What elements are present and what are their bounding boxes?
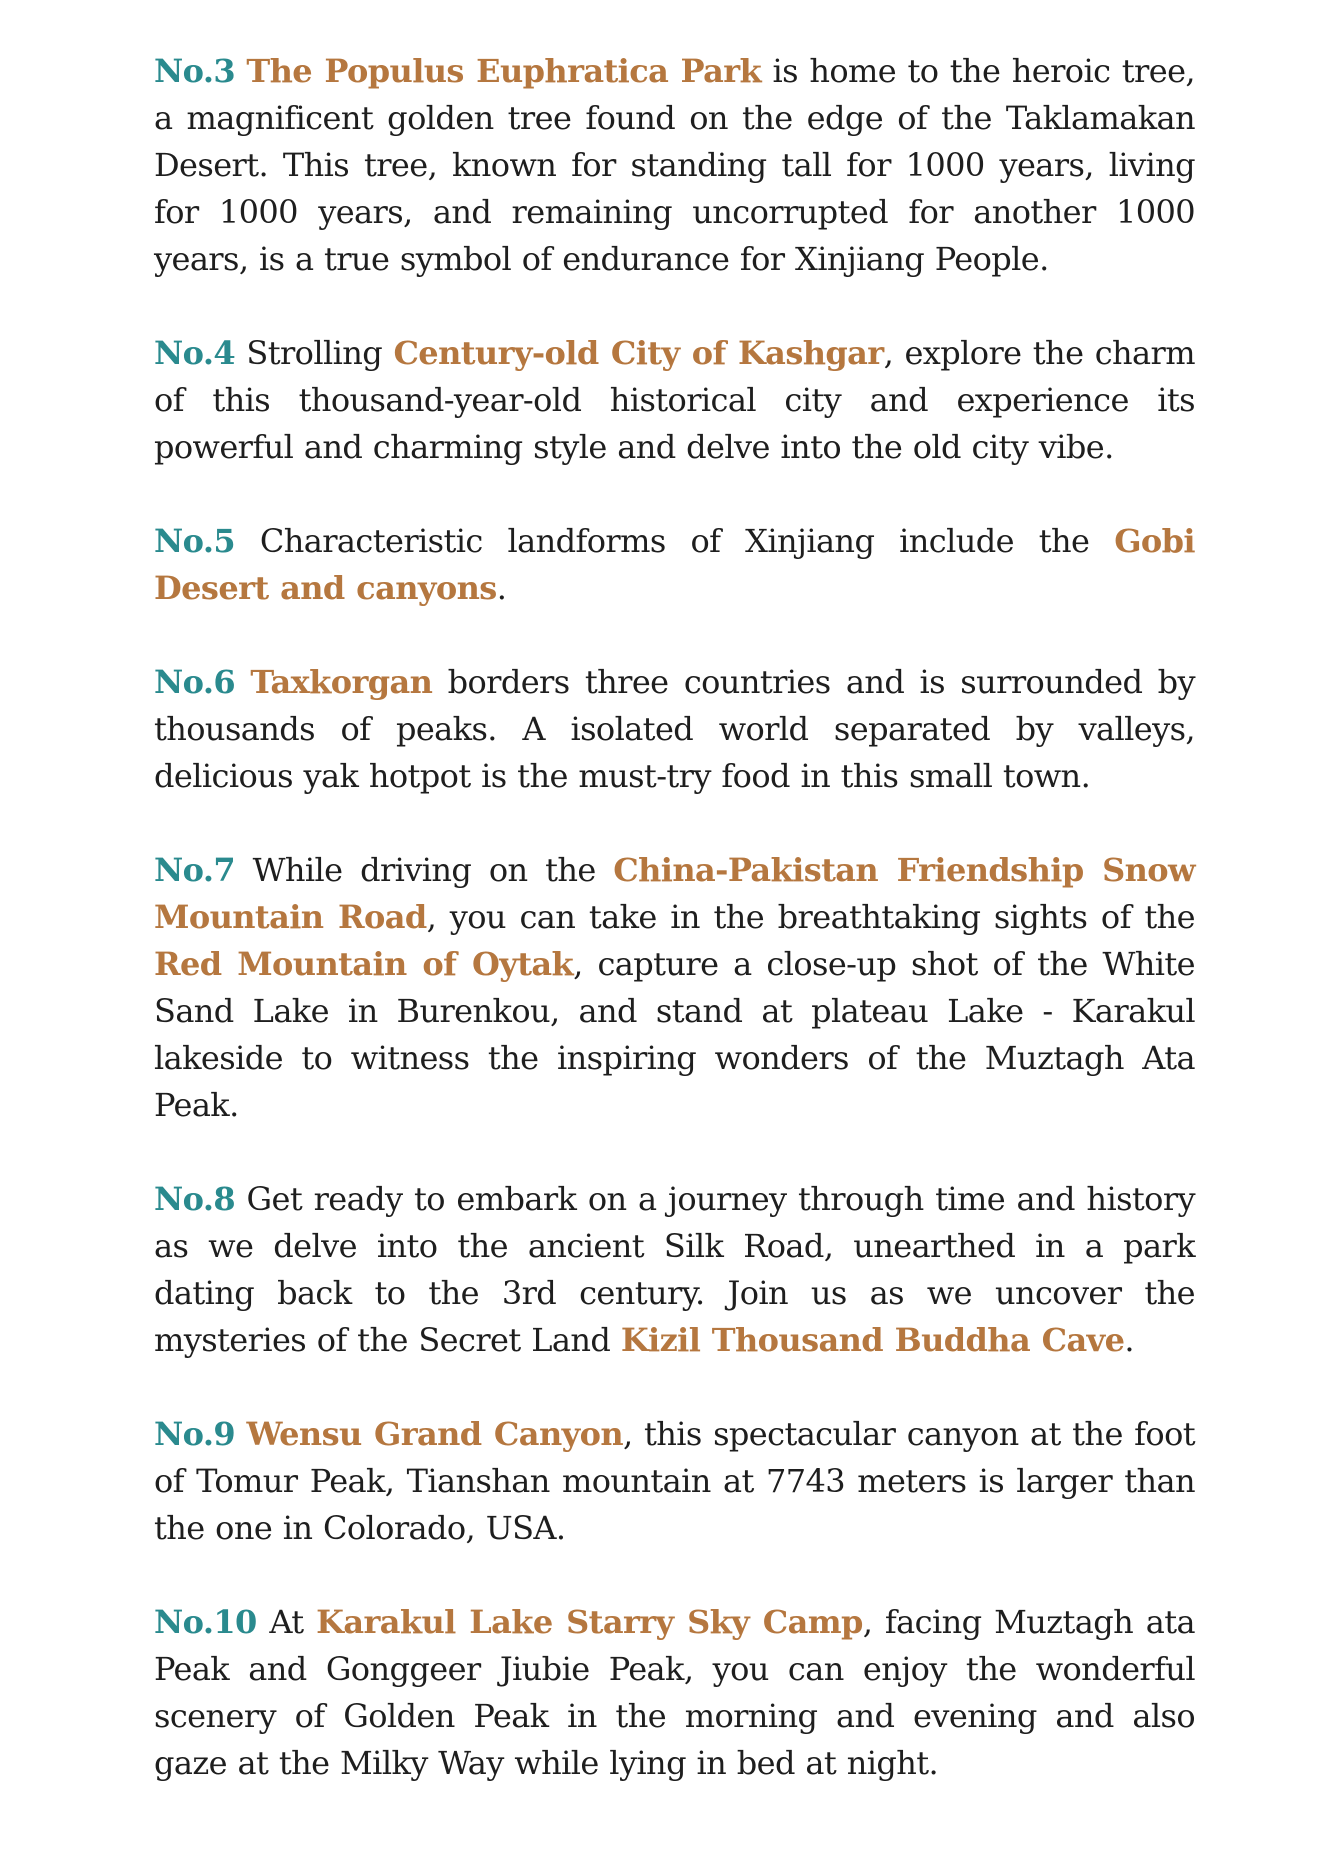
attraction-name: Century-old City of Kashgar <box>393 334 884 372</box>
entry-number: No.9 <box>154 1415 236 1453</box>
attraction-entry-8 <box>154 1176 1195 1364</box>
entry-number: No.8 <box>154 1180 236 1218</box>
entry-number: No.6 <box>154 663 236 701</box>
attraction-entry-6 <box>154 659 1195 800</box>
entry-number: No.7 <box>154 851 236 889</box>
entry-text: , facing Muztagh ata Peak and Gonggeer Jiubie Peak, you can enjoy the wonderful scenery of Golden Peak in the morning and evening and also gaze at the Milky Way while lying in bed at night. <box>154 1603 1195 1782</box>
attraction-entry-9 <box>154 1411 1195 1552</box>
entry-text: . <box>496 569 507 607</box>
entry-text <box>235 1415 246 1453</box>
entry-number: No.4 <box>154 334 236 372</box>
entry-text <box>235 663 250 701</box>
attraction-name: Taxkorgan <box>250 663 433 701</box>
entry-number: No.3 <box>154 52 236 90</box>
entry-text: , capture a close-up shot of the White Sand Lake in Burenkou, and stand at plateau Lake - Karakul lakeside to witness the inspiring wonders of the Muztagh Ata Peak. <box>154 945 1195 1124</box>
entry-text: , you can take in the breathtaking sights of the <box>426 898 1196 936</box>
attraction-name: Kizil Thousand Buddha Cave <box>620 1321 1125 1359</box>
entry-text: borders three countries and is surrounded by thousands of peaks. A isolated world separated by valleys, delicious yak hotpot is the must-try food in this small town. <box>154 663 1195 795</box>
entry-text: , explore the charm of this thousand-year-old historical city and experience its powerful and charming style and delve into the old city vibe. <box>154 334 1195 466</box>
attraction-name: The Populus Euphratica Park <box>246 52 762 90</box>
entry-text: . <box>1124 1321 1134 1359</box>
attraction-name: Red Mountain of Oytak <box>154 945 574 983</box>
attraction-entry-7 <box>154 847 1195 1129</box>
entry-number: No.5 <box>154 522 236 560</box>
attraction-entry-10 <box>154 1599 1195 1787</box>
attraction-entry-3 <box>154 48 1195 283</box>
document-page <box>154 48 1195 1834</box>
entry-text: Characteristic landforms of Xinjiang include the <box>235 522 1115 560</box>
attraction-name: Gobi Desert and canyons <box>154 522 1195 607</box>
entry-number: No.10 <box>154 1603 257 1641</box>
entry-text: Get ready to embark on a journey through time and history as we delve into the ancient Silk Road, unearthed in a park dating back to the 3rd century. Join us as we uncover the mysteries of the Secret Land <box>154 1180 1195 1359</box>
entry-text: While driving on the <box>235 851 614 889</box>
entry-text: Strolling <box>235 334 394 372</box>
entry-text <box>235 52 246 90</box>
entry-text: At <box>256 1603 317 1641</box>
attraction-name: Karakul Lake Starry Sky Camp <box>316 1603 863 1641</box>
entry-text: is home to the heroic tree, a magnificent golden tree found on the edge of the Taklamakan Desert. This tree, known for standing tall for 1000 years, living for 1000 years, and remaining uncorrupted for another 1000 years, is a true symbol of endurance for Xinjiang People. <box>154 52 1195 278</box>
attraction-name: Wensu Grand Canyon <box>246 1415 624 1453</box>
attraction-entry-5 <box>154 518 1195 612</box>
attraction-entry-4 <box>154 330 1195 471</box>
entry-text: , this spectacular canyon at the foot of Tomur Peak, Tianshan mountain at 7743 meters is larger than the one in Colorado, USA. <box>154 1415 1195 1547</box>
attraction-name: China-Pakistan Friendship Snow Mountain Road <box>154 851 1195 936</box>
